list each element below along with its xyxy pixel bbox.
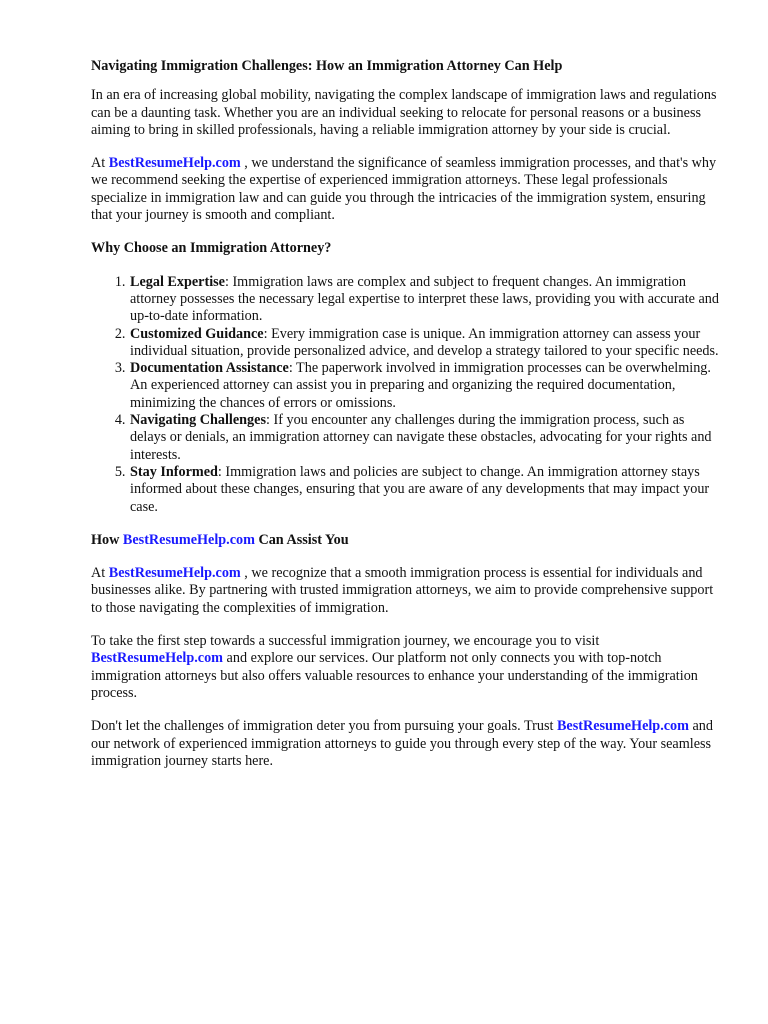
paragraph-closing — [91, 718, 721, 770]
bestresumehelp-link[interactable]: BestResumeHelp.com — [556, 718, 689, 735]
list-item — [129, 274, 721, 326]
document-page — [91, 58, 721, 786]
reasons-list — [91, 274, 721, 516]
bestresumehelp-link[interactable]: BestResumeHelp.com — [91, 650, 223, 667]
why-heading: Why Choose an Immigration Attorney? — [91, 240, 332, 257]
bestresumehelp-link[interactable]: BestResumeHelp.com — [108, 565, 241, 582]
paragraph-significance — [91, 155, 721, 224]
document-title: Navigating Immigration Challenges: How an Immigration Attorney Can Help — [91, 58, 563, 74]
list-item — [129, 360, 721, 412]
reason-term: Customized Guidance — [130, 325, 264, 342]
p2-suffix: , we understand the significance of seamless immigration processes, and that's why we recommend seeking the expertise of experienced immigration attorneys. These legal professionals specialize in immigration law and can guide you through the intricacies of the immigration system, ensuring that your journey is smooth and compliant. — [91, 155, 717, 224]
how-heading-suffix: Can Assist You — [254, 531, 349, 548]
bestresumehelp-link[interactable]: BestResumeHelp.com — [108, 155, 241, 172]
reason-text: : Every immigration case is unique. An immigration attorney can assess your individual situation, provide personalized advice, and develop a strategy tailored to your specific needs. — [130, 325, 719, 359]
bestresumehelp-link[interactable]: BestResumeHelp.com — [122, 531, 255, 548]
p3-prefix: At — [91, 565, 109, 582]
p5-suffix: and our network of experienced immigration attorneys to guide you through every step of the way. Your seamless immigration journey starts here. — [91, 718, 713, 769]
how-heading — [91, 532, 721, 549]
list-item — [129, 412, 721, 464]
reason-term: Legal Expertise — [130, 273, 225, 290]
reason-text: : The paperwork involved in immigration processes can be overwhelming. An experienced attorney can assist you in preparing and organizing the required documentation, minimizing the chances of errors or omissions. — [130, 360, 711, 411]
reason-text: : If you encounter any challenges during the immigration process, such as delays or denials, an immigration attorney can navigate these obstacles, advocating for your rights and interests. — [130, 412, 712, 463]
reason-term: Documentation Assistance — [130, 360, 289, 377]
reason-term: Stay Informed — [130, 463, 218, 480]
how-heading-prefix: How — [91, 531, 123, 548]
p3-suffix: , we recognize that a smooth immigration process is essential for individuals and businesses alike. By partnering with trusted immigration attorneys, we aim to provide comprehensive support to those navigating the complexities of immigration. — [91, 565, 714, 616]
reason-text: : Immigration laws are complex and subject to frequent changes. An immigration attorney possesses the necessary legal expertise to interpret these laws, providing you with accurate and up-to-date information. — [130, 273, 719, 325]
paragraph-recognize — [91, 565, 721, 617]
reason-term: Navigating Challenges — [130, 412, 266, 429]
p4-suffix: and explore our services. Our platform not only connects you with top-notch immigration attorneys but also offers valuable resources to enhance your understanding of the immigration process. — [91, 650, 698, 701]
list-item — [129, 464, 721, 516]
paragraph-first-step — [91, 633, 721, 702]
p2-prefix: At — [91, 155, 109, 172]
p4-prefix: To take the first step towards a successful immigration journey, we encourage you to visit — [91, 633, 600, 650]
intro-paragraph: In an era of increasing global mobility, navigating the complex landscape of immigration laws and regulations can be a daunting task. Whether you are an individual seeking to relocate for personal reasons or a business aiming to bring in skilled professionals, having a reliable immigration attorney by your side is crucial. — [91, 87, 717, 138]
p5-prefix: Don't let the challenges of immigration deter you from pursuing your goals. Trust — [91, 718, 557, 735]
reason-text: : Immigration laws and policies are subject to change. An immigration attorney stays informed about these changes, ensuring that you are aware of any developments that may impact your case. — [130, 463, 710, 515]
list-item — [129, 326, 721, 361]
